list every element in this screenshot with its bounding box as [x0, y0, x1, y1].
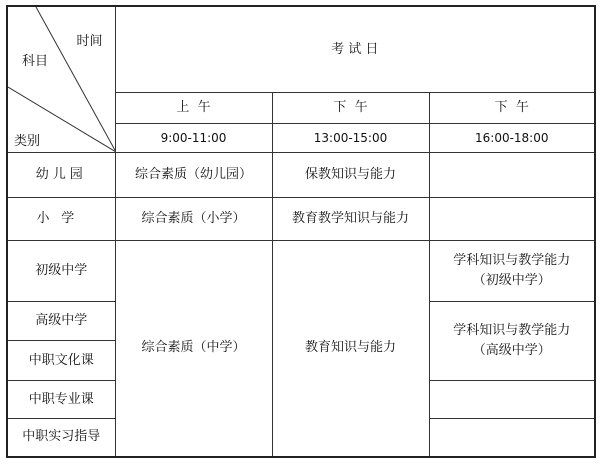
category-label: 类别	[14, 134, 41, 149]
category-vocational-culture: 中职文化课	[7, 341, 115, 381]
category-vocational-internship: 中职实习指导	[7, 419, 115, 457]
primary-afternoon-exam: 教育教学知识与能力	[272, 198, 429, 241]
senior-late-line2: （高级中学）	[472, 343, 551, 358]
senior-late-line1: 学科知识与教学能力	[453, 323, 571, 338]
secondary-afternoon-exam: 教育知识与能力	[272, 241, 429, 457]
primary-late-empty	[429, 198, 595, 241]
category-primary: 小学	[7, 198, 115, 241]
junior-late-exam	[429, 241, 595, 302]
category-junior-high: 初级中学	[7, 241, 115, 302]
subject-label: 科目	[22, 54, 49, 69]
senior-late-exam	[429, 302, 595, 381]
session-3-time: 16:00-18:00	[429, 123, 595, 152]
category-vocational-professional: 中职专业课	[7, 381, 115, 419]
secondary-morning-exam: 综合素质（中学）	[115, 241, 272, 457]
session-2-period: 下 午	[272, 93, 429, 123]
exam-day-header: 考 试 日	[115, 6, 595, 93]
kindergarten-afternoon-exam: 保教知识与能力	[272, 153, 429, 198]
vocational-professional-late-empty	[429, 381, 595, 419]
junior-late-line1: 学科知识与教学能力	[453, 253, 571, 268]
session-2-time: 13:00-15:00	[272, 123, 429, 152]
session-1-period: 上 午	[115, 93, 272, 123]
session-3-period: 下 午	[429, 93, 595, 123]
category-senior-high: 高级中学	[7, 302, 115, 341]
corner-header-cell	[7, 6, 115, 153]
category-kindergarten: 幼儿园	[7, 153, 115, 198]
kindergarten-late-empty	[429, 153, 595, 198]
vocational-internship-late-empty	[429, 419, 595, 457]
primary-morning-exam: 综合素质（小学）	[115, 198, 272, 241]
kindergarten-morning-exam: 综合素质（幼儿园）	[115, 153, 272, 198]
session-1-time: 9:00-11:00	[115, 123, 272, 152]
exam-schedule-table	[6, 5, 596, 458]
corner-diagonal-lines	[8, 7, 116, 152]
time-label: 时间	[76, 34, 103, 49]
junior-late-line2: （初级中学）	[472, 273, 551, 288]
